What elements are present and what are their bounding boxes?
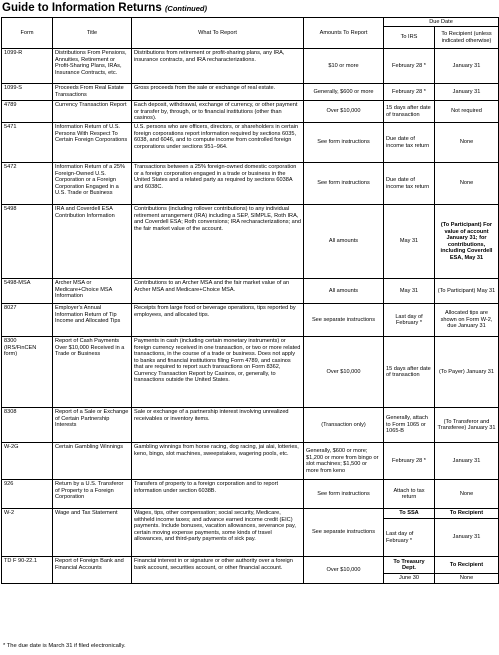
cell-amount: Generally, $600 or more; $1,200 or more from bingo or slot machines; $1,500 or more from keno (304, 443, 384, 480)
cell-recipient: None (435, 123, 499, 163)
cell-form: 8027 (2, 304, 53, 337)
cell-recipient: January 31 (435, 443, 499, 480)
header-to-irs: To IRS (384, 27, 435, 49)
cell-what: U.S. persons who are officers, directors, or shareholders in certain foreign corporations report information required by sections 6035, 6038, and 6046, and to compute income from controlled foreign corporations under sections 951–964. (132, 123, 304, 163)
cell-form: 8300 (IRS/FinCEN form) (2, 337, 53, 408)
cell-title: Information Return of a 25% Foreign-Owned U.S. Corporation or a Foreign Corporation Engaged in a U.S. Trade or Business (53, 163, 132, 205)
footnote: * The due date is March 31 if filed electronically. (3, 643, 126, 649)
cell-recipient: None (435, 163, 499, 205)
table-row (2, 480, 499, 509)
cell-amount: All amounts (304, 279, 384, 304)
cell-what: Gross proceeds from the sale or exchange of real estate. (132, 84, 304, 101)
cell-recipient-head: To Recipient (435, 557, 499, 574)
header-title: Title (53, 18, 132, 49)
cell-irs: Last day of February * (384, 519, 435, 557)
table-row (2, 163, 499, 205)
cell-recipient: (To Participant) May 31 (435, 279, 499, 304)
cell-title: Certain Gambling Winnings (53, 443, 132, 480)
cell-form: 5471 (2, 123, 53, 163)
header-what: What To Report (132, 18, 304, 49)
cell-amount: (Transaction only) (304, 408, 384, 443)
cell-recipient: None (435, 480, 499, 509)
cell-title: Employer's Annual Information Return of Tip Income and Allocated Tips (53, 304, 132, 337)
cell-what: Payments in cash (including certain monetary instruments) or foreign currency received in one transaction, or two or more related transactions, in the course of a trade or business. Does not apply to banks and financial institutions filing Form 4789, and casinos that are required to report such transactions on Form 8362, Currency Transaction Report by Casinos, or, generally, to transactions outside the United States. (132, 337, 304, 408)
cell-irs: Generally, attach to Form 1065 or 1065-B (384, 408, 435, 443)
cell-form: 4789 (2, 101, 53, 123)
header-amounts: Amounts To Report (304, 18, 384, 49)
cell-amount: All amounts (304, 205, 384, 279)
cell-irs: February 28 * (384, 84, 435, 101)
cell-what: Transfers of property to a foreign corporation and to report information under section 6038B. (132, 480, 304, 509)
cell-irs: Last day of February * (384, 304, 435, 337)
cell-title: Report of Foreign Bank and Financial Accounts (53, 557, 132, 584)
info-returns-table (1, 17, 499, 584)
table-row (2, 123, 499, 163)
cell-amount: See form instructions (304, 163, 384, 205)
cell-amount: Over $10,000 (304, 557, 384, 584)
header-form: Form (2, 18, 53, 49)
cell-title: Information Return of U.S. Persons With Respect To Certain Foreign Corporations (53, 123, 132, 163)
cell-irs-head: To Treasury Dept. (384, 557, 435, 574)
cell-title: Wage and Tax Statement (53, 509, 132, 557)
cell-irs: June 30 (384, 574, 435, 584)
cell-irs-head: To SSA (384, 509, 435, 519)
cell-title: Archer MSA or Medicare+Choice MSA Information (53, 279, 132, 304)
cell-title: Report of Cash Payments Over $10,000 Received in a Trade or Business (53, 337, 132, 408)
cell-amount: See separate instructions (304, 509, 384, 557)
table-row (2, 101, 499, 123)
cell-recipient: Allocated tips are shown on Form W-2, due January 31 (435, 304, 499, 337)
cell-recipient: (To Transferor and Transferee) January 31 (435, 408, 499, 443)
cell-irs: Attach to tax return (384, 480, 435, 509)
cell-title: IRA and Coverdell ESA Contribution Information (53, 205, 132, 279)
cell-what: Financial interest in or signature or other authority over a foreign bank account, securities account, or other financial account. (132, 557, 304, 584)
cell-irs: 15 days after date of transaction (384, 337, 435, 408)
cell-amount: Generally, $600 or more (304, 84, 384, 101)
cell-what: Gambling winnings from horse racing, dog racing, jai alai, lotteries, keno, bingo, slot machines, sweepstakes, wagering pools, etc. (132, 443, 304, 480)
cell-form: 5498 (2, 205, 53, 279)
cell-what: Contributions (including rollover contributions) to any individual retirement arrangement (IRA) including a SEP, SIMPLE, Roth IRA, and Coverdell ESA; Roth conversions; IRA recharacterizations; and the fair market value of the account. (132, 205, 304, 279)
cell-recipient: January 31 (435, 84, 499, 101)
cell-recipient: (To Participant) For value of account January 31; for contributions, including Coverdell ESA, May 31 (435, 205, 499, 279)
table-row (2, 84, 499, 101)
table-row (2, 205, 499, 279)
cell-recipient: January 31 (435, 49, 499, 84)
cell-amount: See form instructions (304, 480, 384, 509)
cell-title: Distributions From Pensions, Annuities, Retirement or Profit-Sharing Plans, IRAs, Insurance Contracts, etc. (53, 49, 132, 84)
cell-amount: $10 or more (304, 49, 384, 84)
cell-form: 1099-R (2, 49, 53, 84)
cell-irs: February 28 * (384, 443, 435, 480)
cell-what: Each deposit, withdrawal, exchange of currency, or other payment or transfer by, through, or to financial institutions (other than casinos). (132, 101, 304, 123)
cell-recipient: Not required (435, 101, 499, 123)
cell-irs: February 28 * (384, 49, 435, 84)
cell-amount: Over $10,000 (304, 101, 384, 123)
table-row (2, 49, 499, 84)
cell-form: 8308 (2, 408, 53, 443)
cell-form: W-2G (2, 443, 53, 480)
cell-what: Distributions from retirement or profit-sharing plans, any IRA, insurance contracts, and IRA recharacterizations. (132, 49, 304, 84)
cell-irs: Due date of income tax return (384, 123, 435, 163)
cell-form: 926 (2, 480, 53, 509)
cell-form: 5472 (2, 163, 53, 205)
cell-what: Contributions to an Archer MSA and the fair market value of an Archer MSA and Medicare+Choice MSA. (132, 279, 304, 304)
table-row (2, 509, 499, 519)
cell-recipient: (To Payer) January 31 (435, 337, 499, 408)
page-title: Guide to Information Returns (Continued) (2, 2, 208, 14)
table-row (2, 443, 499, 480)
cell-recipient: None (435, 574, 499, 584)
cell-recipient: January 31 (435, 519, 499, 557)
cell-amount: See separate instructions (304, 304, 384, 337)
header-due-date: Due Date (384, 18, 499, 27)
cell-what: Transactions between a 25% foreign-owned domestic corporation or a foreign corporation engaged in a trade or business in the United States and a related party as required by sections 6038A and 6038C. (132, 163, 304, 205)
cell-what: Receipts from large food or beverage operations, tips reported by employees, and allocated tips. (132, 304, 304, 337)
cell-form: TD F 90-22.1 (2, 557, 53, 584)
cell-what: Sale or exchange of a partnership interest involving unrealized receivables or inventory items. (132, 408, 304, 443)
cell-title: Currency Transaction Report (53, 101, 132, 123)
table-row (2, 279, 499, 304)
cell-recipient-head: To Recipient (435, 509, 499, 519)
cell-title: Proceeds From Real Estate Transactions (53, 84, 132, 101)
cell-irs: May 31 (384, 279, 435, 304)
table-row (2, 304, 499, 337)
cell-what: Wages, tips, other compensation; social security, Medicare, withheld income taxes; and advance earned income credit (EIC) payments. Include bonuses, vacation allowances, severance pay, certain moving expense payments, some kinds of travel allowances, and third-party payments of sick pay. (132, 509, 304, 557)
cell-form: 5498-MSA (2, 279, 53, 304)
title-continued: (Continued) (164, 4, 208, 13)
header-to-recipient: To Recipient (unless indicated otherwise) (435, 27, 499, 49)
cell-irs: Due date of income tax return (384, 163, 435, 205)
cell-form: 1099-S (2, 84, 53, 101)
table-row (2, 557, 499, 574)
table-row (2, 337, 499, 408)
cell-irs: 15 days after date of transaction (384, 101, 435, 123)
cell-irs: May 31 (384, 205, 435, 279)
table-row (2, 408, 499, 443)
cell-title: Report of a Sale or Exchange of Certain Partnership Interests (53, 408, 132, 443)
cell-amount: See form instructions (304, 123, 384, 163)
cell-title: Return by a U.S. Transferor of Property to a Foreign Corporation (53, 480, 132, 509)
cell-amount: Over $10,000 (304, 337, 384, 408)
cell-form: W-2 (2, 509, 53, 557)
